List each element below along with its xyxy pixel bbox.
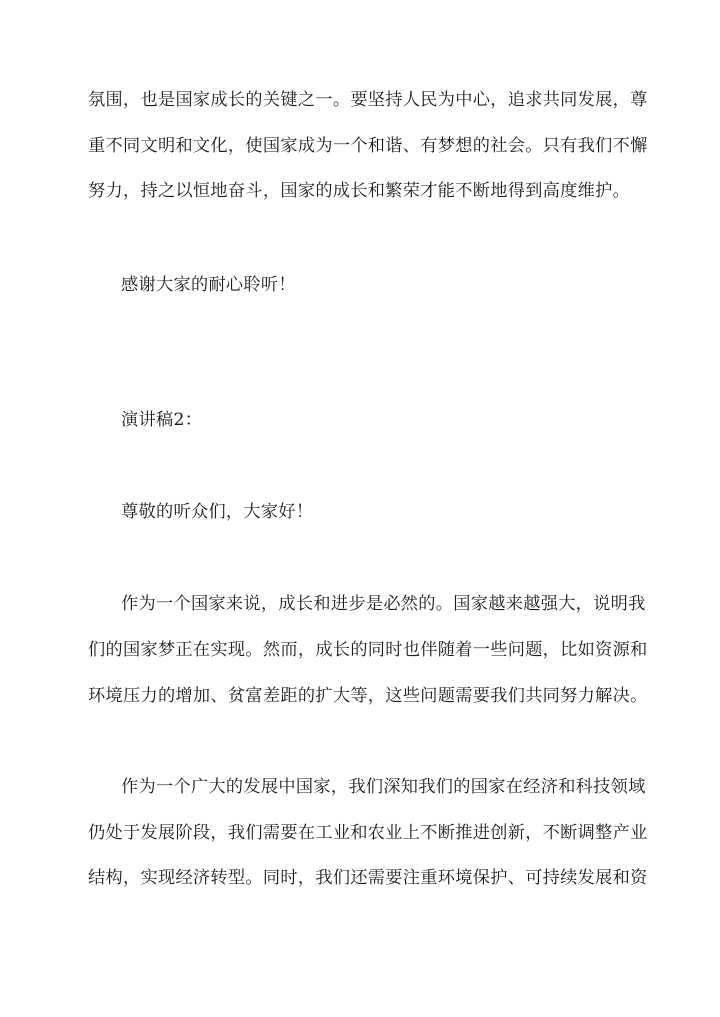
- paragraph-3-line-3: 结构，实现经济转型。同时，我们还需要注重环境保护、可持续发展和资: [88, 868, 648, 888]
- paragraph-1-line-1: 氛围，也是国家成长的关键之一。要坚持人民为中心，追求共同发展，尊: [88, 90, 648, 110]
- paragraph-3-line-1: 作为一个广大的发展中国家，我们深知我们的国家在经济和科技领域: [121, 777, 646, 797]
- paragraph-1-line-2: 重不同文明和文化，使国家成为一个和谐、有梦想的社会。只有我们不懈: [88, 136, 648, 156]
- paragraph-2-line-2: 们的国家梦正在实现。然而，成长的同时也伴随着一些问题，比如资源和: [88, 640, 648, 660]
- paragraph-2-line-1: 作为一个国家来说，成长和进步是必然的。国家越来越强大，说明我: [121, 594, 646, 614]
- paragraph-3-line-2: 仍处于发展阶段，我们需要在工业和农业上不断推进创新，不断调整产业: [88, 823, 648, 843]
- speech-heading: 演讲稿2：: [121, 410, 203, 430]
- paragraph-1-line-3: 努力，持之以恒地奋斗，国家的成长和繁荣才能不断地得到高度维护。: [88, 181, 631, 201]
- paragraph-2-line-3: 环境压力的增加、贫富差距的扩大等，这些问题需要我们共同努力解决。: [88, 686, 648, 706]
- thanks-line: 感谢大家的耐心聆听！: [121, 275, 296, 295]
- greeting-line: 尊敬的听众们，大家好！: [121, 502, 314, 522]
